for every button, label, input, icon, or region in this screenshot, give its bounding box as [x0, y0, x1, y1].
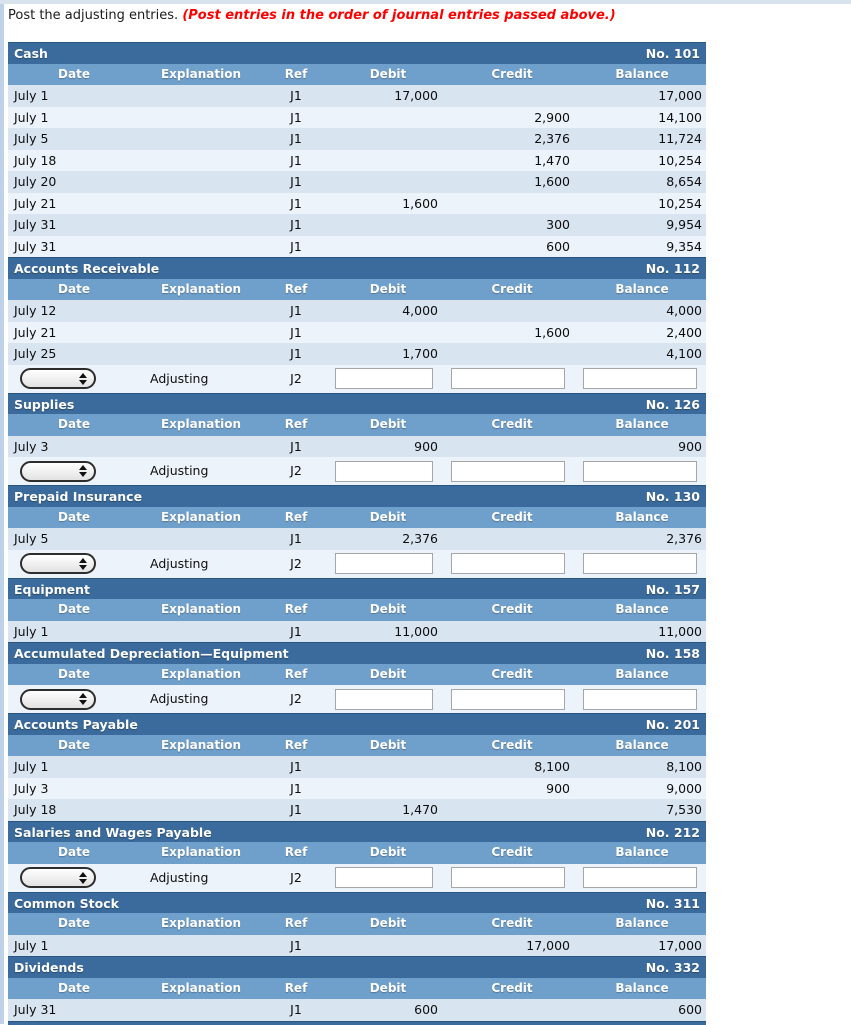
ref-cell: J1: [290, 759, 302, 774]
ledger-row: [8, 756, 706, 778]
column-header-balance: Balance: [615, 980, 669, 995]
arrow-up-icon: [79, 872, 87, 877]
date-cell: [8, 461, 140, 482]
account-number: No. 212: [645, 824, 700, 840]
account-section-dividends: [8, 956, 706, 1021]
debit-cell: 17,000: [394, 88, 438, 103]
column-header-balance: Balance: [615, 737, 669, 752]
account-section-accumulated-depreciation-equipment: [8, 642, 706, 713]
select-arrows-icon: [79, 465, 87, 477]
account-number: No. 112: [645, 261, 700, 276]
date-cell: July 31: [14, 217, 57, 232]
column-header-balance: Balance: [615, 281, 669, 296]
column-header-credit: Credit: [491, 916, 533, 930]
account-number: No. 157: [645, 581, 700, 597]
column-header-date: Date: [58, 66, 90, 81]
balance-cell: 14,100: [658, 109, 702, 125]
arrow-up-icon: [79, 373, 87, 378]
date-cell: July 20: [14, 174, 57, 189]
column-header-credit: Credit: [491, 281, 533, 296]
date-cell: July 21: [14, 324, 57, 340]
column-header-explanation: Explanation: [160, 66, 241, 81]
instruction-main: Post the adjusting entries.: [8, 8, 183, 23]
account-number: No. 101: [645, 46, 700, 61]
explanation-cell: Adjusting: [150, 370, 209, 386]
adjusting-row: [8, 457, 706, 485]
column-header-balance: Balance: [615, 916, 669, 930]
arrow-down-icon: [79, 565, 87, 570]
column-header-credit: Credit: [491, 66, 533, 81]
ledger-row: [8, 171, 706, 193]
balance-cell: 900: [678, 438, 702, 454]
column-header-balance: Balance: [615, 602, 669, 616]
credit-cell: [446, 689, 578, 710]
ref-cell: J1: [290, 174, 302, 189]
ledger-row: [8, 214, 706, 236]
balance-cell: 7,530: [666, 802, 702, 817]
debit-cell: [330, 368, 446, 389]
account-header: [8, 956, 706, 978]
balance-cell: 10,254: [658, 195, 702, 211]
date-cell: [8, 689, 140, 710]
main-content: [8, 4, 706, 1025]
account-number: No. 130: [645, 489, 700, 504]
debit-cell: 4,000: [402, 303, 438, 318]
debit-cell: [330, 867, 446, 888]
column-header-debit: Debit: [369, 980, 407, 995]
column-header-date: Date: [58, 737, 90, 752]
debit-cell: 1,600: [402, 195, 438, 211]
balance-input[interactable]: [583, 553, 697, 574]
column-header-explanation: Explanation: [160, 737, 241, 752]
column-header-row: [8, 913, 706, 935]
adjusting-row: [8, 864, 706, 892]
credit-cell: [446, 553, 578, 574]
date-cell: [8, 368, 140, 389]
ref-cell: J1: [290, 802, 302, 817]
ledger-row: [8, 799, 706, 821]
account-section-accounts-receivable: [8, 257, 706, 393]
ledger-row: [8, 343, 706, 365]
balance-input[interactable]: [583, 689, 697, 710]
arrow-up-icon: [79, 465, 87, 470]
column-header-credit: Credit: [491, 737, 533, 752]
ref-cell: J1: [290, 1002, 302, 1017]
credit-cell: 2,376: [534, 131, 570, 146]
column-header-explanation: Explanation: [160, 916, 241, 930]
ref-cell: J1: [290, 131, 302, 146]
balance-cell: 2,376: [666, 531, 702, 546]
balance-cell: [578, 461, 706, 482]
account-header: [8, 821, 706, 843]
arrow-up-icon: [79, 693, 87, 698]
balance-cell: [578, 368, 706, 389]
date-select[interactable]: [20, 461, 96, 482]
column-header-row: [8, 735, 706, 757]
column-header-ref: Ref: [284, 417, 308, 431]
account-header: [8, 42, 706, 64]
debit-input[interactable]: [335, 689, 433, 710]
account-header: [8, 257, 706, 279]
account-section-equipment: [8, 578, 706, 643]
column-header-ref: Ref: [284, 666, 308, 681]
credit-input[interactable]: [451, 553, 565, 574]
debit-cell: 1,470: [402, 802, 438, 817]
balance-cell: [578, 689, 706, 710]
ref-cell: J1: [290, 238, 302, 254]
account-header: [8, 578, 706, 600]
column-header-date: Date: [58, 417, 90, 431]
date-select[interactable]: [20, 368, 96, 389]
arrow-down-icon: [79, 879, 87, 884]
ledger-row: [8, 236, 706, 258]
arrow-up-icon: [79, 558, 87, 563]
column-header-balance: Balance: [615, 66, 669, 81]
debit-input[interactable]: [335, 553, 433, 574]
select-arrows-icon: [79, 693, 87, 705]
column-header-row: [8, 414, 706, 436]
explanation-cell: Adjusting: [150, 691, 209, 706]
date-cell: July 5: [14, 131, 49, 146]
ref-cell: J1: [290, 438, 302, 454]
balance-input[interactable]: [583, 867, 697, 888]
date-select[interactable]: [20, 867, 96, 888]
balance-cell: 9,354: [666, 238, 702, 254]
column-header-row: [8, 279, 706, 301]
credit-cell: 900: [546, 780, 570, 796]
column-header-date: Date: [58, 509, 90, 524]
ref-cell: J1: [290, 303, 302, 318]
account-title: Dividends: [14, 960, 84, 975]
debit-cell: 2,376: [402, 531, 438, 546]
column-header-credit: Credit: [491, 666, 533, 681]
balance-cell: 8,100: [666, 759, 702, 774]
arrow-down-icon: [79, 472, 87, 477]
account-title: Prepaid Insurance: [14, 489, 143, 504]
account-title: Accounts Receivable: [14, 261, 160, 276]
credit-input[interactable]: [451, 867, 565, 888]
column-header-balance: Balance: [615, 845, 669, 859]
ledger-row: [8, 935, 706, 957]
column-header-row: [8, 507, 706, 529]
debit-input[interactable]: [335, 867, 433, 888]
date-cell: July 1: [14, 109, 49, 125]
balance-cell: 17,000: [658, 937, 702, 953]
ledger-row: [8, 778, 706, 800]
column-header-explanation: Explanation: [160, 980, 241, 995]
arrow-down-icon: [79, 380, 87, 385]
date-cell: July 1: [14, 88, 49, 103]
credit-input[interactable]: [451, 368, 565, 389]
column-header-balance: Balance: [615, 417, 669, 431]
column-header-ref: Ref: [284, 66, 308, 81]
column-header-explanation: Explanation: [160, 602, 241, 616]
column-header-balance: Balance: [615, 509, 669, 524]
column-header-date: Date: [58, 666, 90, 681]
credit-cell: 8,100: [534, 759, 570, 774]
column-header-debit: Debit: [369, 666, 407, 681]
date-cell: July 3: [14, 438, 49, 454]
column-header-row: [8, 664, 706, 686]
column-header-row: [8, 842, 706, 864]
ref-cell: J1: [290, 780, 302, 796]
ref-cell: J1: [290, 531, 302, 546]
credit-cell: 1,470: [534, 152, 570, 168]
ref-cell: J1: [290, 324, 302, 340]
column-header-credit: Credit: [491, 509, 533, 524]
ref-cell: J1: [290, 109, 302, 125]
balance-input[interactable]: [583, 461, 697, 482]
column-header-credit: Credit: [491, 417, 533, 431]
account-section-accounts-payable: [8, 713, 706, 821]
debit-cell: [330, 461, 446, 482]
debit-cell: [330, 689, 446, 710]
arrow-down-icon: [79, 700, 87, 705]
column-header-ref: Ref: [284, 602, 308, 616]
ref-cell: J2: [290, 555, 302, 571]
column-header-date: Date: [58, 845, 90, 859]
balance-cell: 8,654: [666, 174, 702, 189]
adjusting-row: [8, 365, 706, 393]
adjusting-row: [8, 550, 706, 578]
credit-cell: 1,600: [534, 324, 570, 340]
column-header-debit: Debit: [369, 737, 407, 752]
column-header-ref: Ref: [284, 845, 308, 859]
date-cell: [8, 867, 140, 888]
credit-cell: 2,900: [534, 109, 570, 125]
balance-cell: [578, 867, 706, 888]
debit-cell: 900: [414, 438, 438, 454]
account-number: No. 126: [645, 396, 700, 412]
account-title: Equipment: [14, 581, 90, 597]
ledger-row: [8, 528, 706, 550]
ledger-row: [8, 322, 706, 344]
account-section-salaries-and-wages-payable: [8, 821, 706, 892]
credit-cell: 600: [546, 238, 570, 254]
date-cell: [8, 553, 140, 574]
ref-cell: J2: [290, 691, 302, 706]
balance-cell: 17,000: [658, 88, 702, 103]
column-header-row: [8, 64, 706, 86]
account-title: Common Stock: [14, 895, 119, 911]
instruction-emphasis: (Post entries in the order of journal entries passed above.): [182, 8, 616, 23]
credit-input[interactable]: [451, 689, 565, 710]
ref-cell: J2: [290, 869, 302, 885]
account-header: [8, 393, 706, 415]
date-select[interactable]: [20, 689, 96, 710]
date-cell: July 5: [14, 531, 49, 546]
column-header-ref: Ref: [284, 737, 308, 752]
column-header-debit: Debit: [369, 509, 407, 524]
ledger-row: [8, 193, 706, 215]
ref-cell: J1: [290, 152, 302, 168]
date-cell: July 18: [14, 152, 57, 168]
balance-cell: 11,724: [658, 131, 702, 146]
column-header-debit: Debit: [369, 417, 407, 431]
account-title: Salaries and Wages Payable: [14, 824, 212, 840]
account-title: Accounts Payable: [14, 717, 138, 732]
column-header-date: Date: [58, 602, 90, 616]
account-number: No. 201: [645, 717, 700, 732]
ref-cell: J1: [290, 346, 302, 361]
left-border-strip: [0, 4, 4, 1024]
column-header-ref: Ref: [284, 509, 308, 524]
account-number: No. 332: [645, 960, 700, 975]
ref-cell: J2: [290, 463, 302, 478]
date-cell: July 31: [14, 1002, 57, 1017]
column-header-debit: Debit: [369, 845, 407, 859]
column-header-debit: Debit: [369, 916, 407, 930]
column-header-credit: Credit: [491, 602, 533, 616]
account-title: Cash: [14, 46, 48, 61]
account-section-cash: [8, 42, 706, 257]
ledger-row: [8, 300, 706, 322]
date-cell: July 31: [14, 238, 57, 254]
instruction-text: [8, 8, 706, 24]
credit-cell: [446, 368, 578, 389]
column-header-debit: Debit: [369, 281, 407, 296]
balance-cell: 600: [678, 1002, 702, 1017]
column-header-explanation: Explanation: [160, 845, 241, 859]
column-header-ref: Ref: [284, 281, 308, 296]
column-header-explanation: Explanation: [160, 509, 241, 524]
account-number: No. 158: [645, 646, 700, 661]
ledger-row: [8, 128, 706, 150]
balance-cell: 4,100: [666, 346, 702, 361]
date-cell: July 12: [14, 303, 57, 318]
date-cell: July 18: [14, 802, 57, 817]
account-section-prepaid-insurance: [8, 485, 706, 578]
explanation-cell: Adjusting: [150, 869, 209, 885]
debit-cell: 11,000: [394, 623, 438, 639]
column-header-date: Date: [58, 980, 90, 995]
column-header-balance: Balance: [615, 666, 669, 681]
credit-cell: 300: [546, 217, 570, 232]
date-cell: July 1: [14, 759, 49, 774]
ledger-row: [8, 621, 706, 643]
date-cell: July 25: [14, 346, 57, 361]
date-cell: July 1: [14, 937, 49, 953]
explanation-cell: Adjusting: [150, 555, 209, 571]
column-header-debit: Debit: [369, 602, 407, 616]
account-header: [8, 642, 706, 664]
account-header: [8, 892, 706, 914]
date-cell: July 3: [14, 780, 49, 796]
credit-cell: 1,600: [534, 174, 570, 189]
debit-input[interactable]: [335, 461, 433, 482]
ledger-container: [8, 42, 706, 1021]
balance-input[interactable]: [583, 368, 697, 389]
account-title: Accumulated Depreciation—Equipment: [14, 646, 289, 661]
balance-cell: 11,000: [658, 623, 702, 639]
column-header-date: Date: [58, 916, 90, 930]
balance-cell: 2,400: [666, 324, 702, 340]
column-header-credit: Credit: [491, 845, 533, 859]
ref-cell: J1: [290, 195, 302, 211]
debit-input[interactable]: [335, 368, 433, 389]
balance-cell: 9,000: [666, 780, 702, 796]
select-arrows-icon: [79, 558, 87, 570]
ref-cell: J1: [290, 217, 302, 232]
column-header-ref: Ref: [284, 980, 308, 995]
ref-cell: J1: [290, 88, 302, 103]
account-header: [8, 713, 706, 735]
column-header-debit: Debit: [369, 66, 407, 81]
date-select[interactable]: [20, 553, 96, 574]
ledger-row: [8, 436, 706, 458]
adjusting-row: [8, 685, 706, 713]
debit-cell: 600: [414, 1002, 438, 1017]
debit-cell: 1,700: [402, 346, 438, 361]
select-arrows-icon: [79, 872, 87, 884]
ledger-row: [8, 999, 706, 1021]
credit-input[interactable]: [451, 461, 565, 482]
balance-cell: 4,000: [666, 303, 702, 318]
credit-cell: 17,000: [526, 937, 570, 953]
date-cell: July 21: [14, 195, 57, 211]
column-header-explanation: Explanation: [160, 417, 241, 431]
ledger-row: [8, 150, 706, 172]
column-header-credit: Credit: [491, 980, 533, 995]
column-header-row: [8, 978, 706, 1000]
balance-cell: [578, 553, 706, 574]
column-header-explanation: Explanation: [160, 281, 241, 296]
account-number: No. 311: [645, 895, 700, 911]
date-cell: July 1: [14, 623, 49, 639]
column-header-date: Date: [58, 281, 90, 296]
debit-cell: [330, 553, 446, 574]
account-title: Supplies: [14, 396, 75, 412]
ledger-row: [8, 107, 706, 129]
balance-cell: 10,254: [658, 152, 702, 168]
ref-cell: J2: [290, 370, 302, 386]
ledger-row: [8, 85, 706, 107]
ref-cell: J1: [290, 937, 302, 953]
select-arrows-icon: [79, 373, 87, 385]
credit-cell: [446, 867, 578, 888]
credit-cell: [446, 461, 578, 482]
column-header-row: [8, 599, 706, 621]
ref-cell: J1: [290, 623, 302, 639]
account-header: [8, 485, 706, 507]
column-header-ref: Ref: [284, 916, 308, 930]
balance-cell: 9,954: [666, 217, 702, 232]
explanation-cell: Adjusting: [150, 463, 209, 478]
column-header-explanation: Explanation: [160, 666, 241, 681]
account-section-common-stock: [8, 892, 706, 957]
account-section-supplies: [8, 393, 706, 486]
